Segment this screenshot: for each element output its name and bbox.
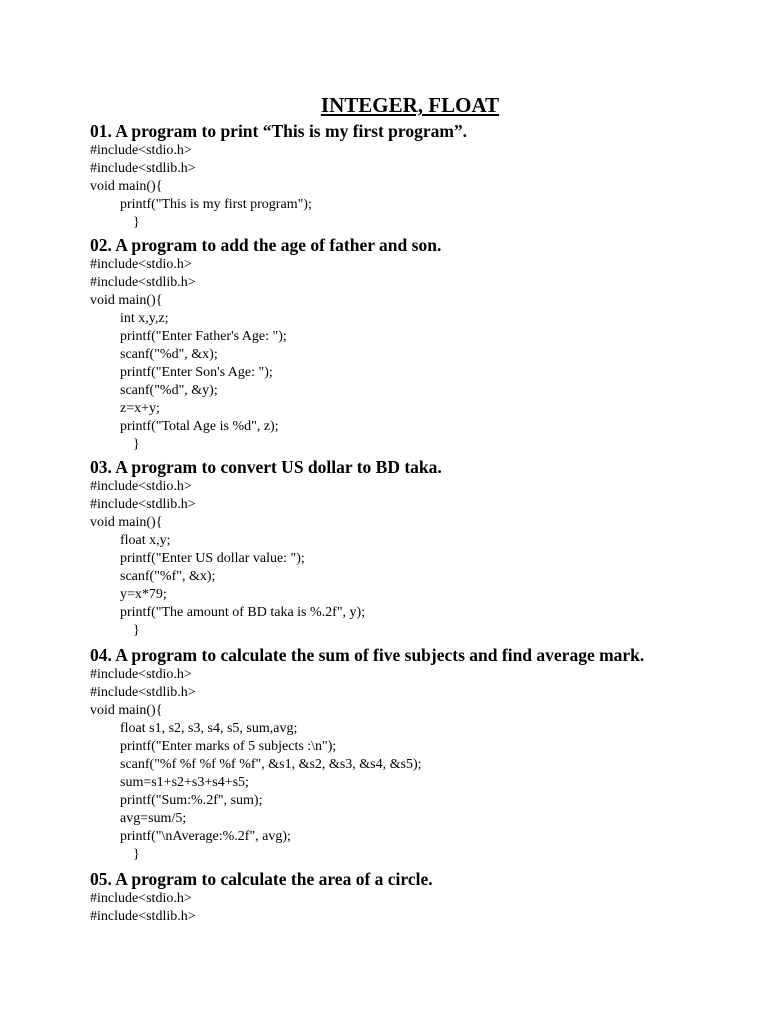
- program-section: [90, 644, 730, 864]
- section-heading: 01. A program to print “This is my first program”.: [90, 121, 468, 141]
- code-line: printf("Sum:%.2f", sum);: [120, 793, 263, 808]
- code-line: #include<stdlib.h>: [90, 909, 196, 924]
- program-list: [90, 120, 730, 926]
- code-line: void main(){: [90, 703, 163, 718]
- code-block: [90, 142, 730, 232]
- code-line: printf("This is my first program");: [120, 197, 312, 212]
- code-line: sum=s1+s2+s3+s4+s5;: [120, 775, 249, 790]
- code-line: void main(){: [90, 179, 163, 194]
- code-line: printf("Enter marks of 5 subjects :\n");: [120, 739, 337, 754]
- code-line: scanf("%f", &x);: [120, 569, 216, 584]
- code-line: #include<stdlib.h>: [90, 161, 196, 176]
- section-heading: 03. A program to convert US dollar to BD taka.: [90, 457, 442, 477]
- code-line: printf("Total Age is %d", z);: [120, 419, 279, 434]
- code-line: float s1, s2, s3, s4, s5, sum,avg;: [120, 721, 298, 736]
- code-line: #include<stdio.h>: [90, 143, 192, 158]
- code-line: #include<stdio.h>: [90, 479, 192, 494]
- code-line: printf("The amount of BD taka is %.2f", y);: [120, 605, 366, 620]
- code-line: void main(){: [90, 293, 163, 308]
- section-heading: 02. A program to add the age of father and son.: [90, 235, 442, 255]
- code-line: scanf("%d", &y);: [120, 383, 218, 398]
- code-block: [90, 666, 730, 864]
- page-title: INTEGER, FLOAT: [320, 93, 500, 117]
- code-line: #include<stdio.h>: [90, 667, 192, 682]
- code-line: }: [133, 847, 140, 862]
- section-heading: 04. A program to calculate the sum of five subjects and find average mark.: [90, 645, 645, 665]
- code-line: z=x+y;: [120, 401, 160, 416]
- code-line: scanf("%f %f %f %f %f", &s1, &s2, &s3, &s4, &s5);: [120, 757, 422, 772]
- program-section: [90, 234, 730, 454]
- program-section: [90, 456, 730, 640]
- code-line: int x,y,z;: [120, 311, 169, 326]
- document-page: [90, 92, 730, 928]
- code-line: printf("Enter Son's Age: ");: [120, 365, 273, 380]
- code-line: #include<stdlib.h>: [90, 497, 196, 512]
- code-block: [90, 890, 730, 926]
- code-line: }: [133, 215, 140, 230]
- code-block: [90, 478, 730, 640]
- code-line: #include<stdlib.h>: [90, 685, 196, 700]
- code-line: avg=sum/5;: [120, 811, 187, 826]
- code-line: #include<stdio.h>: [90, 891, 192, 906]
- code-line: printf("Enter US dollar value: ");: [120, 551, 305, 566]
- code-line: }: [133, 623, 140, 638]
- code-line: scanf("%d", &x);: [120, 347, 218, 362]
- code-block: [90, 256, 730, 454]
- code-line: printf("\nAverage:%.2f", avg);: [120, 829, 291, 844]
- program-section: [90, 868, 730, 926]
- code-line: #include<stdlib.h>: [90, 275, 196, 290]
- code-line: float x,y;: [120, 533, 171, 548]
- code-line: void main(){: [90, 515, 163, 530]
- program-section: [90, 120, 730, 232]
- code-line: #include<stdio.h>: [90, 257, 192, 272]
- code-line: }: [133, 437, 140, 452]
- section-heading: 05. A program to calculate the area of a circle.: [90, 869, 433, 889]
- code-line: y=x*79;: [120, 587, 167, 602]
- code-line: printf("Enter Father's Age: ");: [120, 329, 287, 344]
